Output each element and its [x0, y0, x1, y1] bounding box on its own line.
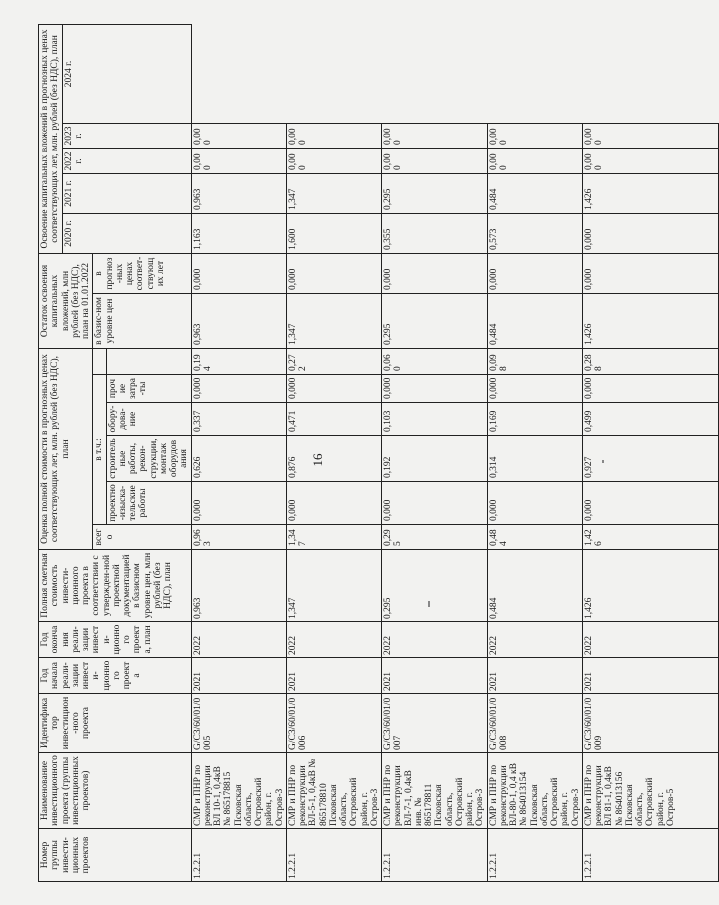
cell-2022: 0,484 — [487, 173, 582, 213]
cell-start: 2021 — [487, 658, 582, 694]
header-id: Идентификатор инвестицион-ного проекта — [39, 694, 192, 753]
cell-name: СМР и ПНР по реконструкции ВЛ-80-1, 0,4 кВ № 864013154 Псковская область, Островский район, г. Остров-3 — [487, 753, 582, 829]
cell-2022: 1,347 — [286, 173, 381, 213]
cell-pir: 0,000 — [382, 482, 488, 525]
cell-end: 2022 — [487, 622, 582, 658]
cell-2020: 0,000 — [487, 253, 582, 293]
cell-rem-base: 0,098 — [487, 349, 582, 375]
header-total: всего — [93, 525, 191, 550]
cell-rem-forecast: 1,426 — [582, 294, 718, 349]
cell-full-cost: 0,295 — [382, 550, 488, 622]
cell-rem-forecast: 0,963 — [191, 294, 286, 349]
rotated-table-wrapper — [38, 24, 676, 882]
cell-num: 1.2.2.1 — [286, 829, 381, 882]
cell-full-cost: 1,347 — [286, 550, 381, 622]
cell-start: 2021 — [382, 658, 488, 694]
header-remaining: Остаток освоения капитальных вложений, млн рублей (без НДС), план на 01.01.2022 — [39, 253, 93, 348]
cell-2022: 0,295 — [382, 173, 488, 213]
cell-total: 1,347 — [286, 525, 381, 550]
cell-full-cost: 1,426 — [582, 550, 718, 622]
page-number: 16 — [310, 453, 325, 467]
cell-equip: 0,337 — [191, 403, 286, 436]
cell-end: 2022 — [286, 622, 381, 658]
cell-pir: 0,000 — [286, 482, 381, 525]
cell-rem-base: 0,060 — [382, 349, 488, 375]
header-other: прочие затра-ты — [106, 375, 191, 403]
header-forecast: Оценка полной стоимости в прогнозных ценах соответствующих лет, млн. рублей (без НДС), план — [39, 349, 93, 550]
cell-rem-base: 0,194 — [191, 349, 286, 375]
header-year-2023: 2023 г. — [62, 123, 191, 148]
cell-num: 1.2.2.1 — [487, 829, 582, 882]
cell-other: 0,000 — [487, 375, 582, 403]
header-name: Наименование инвестиционного проекта (группы инвестиционных проектов) — [39, 753, 192, 829]
cell-pir: 0,000 — [582, 482, 718, 525]
header-remaining-blank — [93, 349, 106, 375]
cell-smr: 0,927 — [582, 436, 718, 482]
cell-equip: 0,499 — [582, 403, 718, 436]
cell-2021: 0,000 — [582, 213, 718, 253]
cell-start: 2021 — [191, 658, 286, 694]
cell-smr: 0,876 — [286, 436, 381, 482]
table-row — [191, 25, 286, 882]
scan-mark — [602, 460, 604, 463]
header-remaining-forecast: в прогноз-ных ценах соответ-ствующих лет — [93, 253, 191, 293]
cell-equip: 0,103 — [382, 403, 488, 436]
cell-total: 0,484 — [487, 525, 582, 550]
cell-2023: 0,000 — [286, 148, 381, 173]
cell-id: G/C3/60/01/0007 — [382, 694, 488, 753]
header-year-2022: 2022 г. — [62, 148, 191, 173]
cell-2022: 0,963 — [191, 173, 286, 213]
header-end-year: Год окончания реали-зации инвести-ционного проекта, план — [39, 622, 192, 658]
header-equipment: обору-дова-ние — [106, 403, 191, 436]
cell-2023: 0,000 — [582, 148, 718, 173]
cell-total: 1,426 — [582, 525, 718, 550]
cell-pir: 0,000 — [191, 482, 286, 525]
cell-name: СМР и ПНР по реконструкции ВЛ 10-1, 0,4кВ № 865178815 Псковская область, Островский район, г. Остров-3 — [191, 753, 286, 829]
investment-projects-table — [38, 24, 719, 882]
cell-smr: 0,626 — [191, 436, 286, 482]
cell-2024: 0,000 — [382, 123, 488, 148]
header-year-2024: 2024 г. — [62, 25, 191, 124]
cell-total: 0,295 — [382, 525, 488, 550]
cell-other: 0,000 — [382, 375, 488, 403]
cell-num: 1.2.2.1 — [191, 829, 286, 882]
cell-2024: 0,000 — [191, 123, 286, 148]
table-header — [39, 25, 192, 882]
cell-rem-forecast: 0,484 — [487, 294, 582, 349]
cell-pir: 0,000 — [487, 482, 582, 525]
cell-other: 0,000 — [286, 375, 381, 403]
header-including: в т.ч.: — [93, 375, 106, 525]
cell-id: G/C3/60/01/0005 — [191, 694, 286, 753]
scan-mark — [428, 601, 430, 607]
cell-2020: 0,000 — [582, 253, 718, 293]
cell-rem-forecast: 1,347 — [286, 294, 381, 349]
table-body — [191, 25, 718, 882]
cell-smr: 0,192 — [382, 436, 488, 482]
header-num: Номер группы инвести-ционных проектов — [39, 829, 192, 882]
cell-2020: 0,000 — [382, 253, 488, 293]
cell-name: СМР и ПНР по реконструкции ВЛ 81-1, 0,4кВ № 864013156 Псковская область, Островский район, г. Остров-5 — [582, 753, 718, 829]
cell-full-cost: 0,484 — [487, 550, 582, 622]
header-full-cost: Полная сметная стоимость инвести-ционного проекта в соответствии с утвержден-ной проектной документацией в базисном уровне цен, млн рублей (без НДС), план — [39, 550, 192, 622]
cell-id: G/C3/60/01/0006 — [286, 694, 381, 753]
cell-total: 0,963 — [191, 525, 286, 550]
cell-name: СМР и ПНР по реконструкции ВЛ-5-1, 0,4кВ № 865178810 Псковская область, Островский район, г. Остров-3 — [286, 753, 381, 829]
cell-start: 2021 — [582, 658, 718, 694]
cell-2023: 0,000 — [487, 148, 582, 173]
cell-2024: 0,000 — [582, 123, 718, 148]
cell-end: 2022 — [191, 622, 286, 658]
header-remaining-base: в базис-ном уровне цен — [93, 294, 191, 349]
header-pir: проектно-изыска-тельские работы — [106, 482, 191, 525]
header-start-year: Год начала реали-зации инвести-ционного проекта — [39, 658, 192, 694]
cell-2020: 0,000 — [286, 253, 381, 293]
cell-2021: 0,355 — [382, 213, 488, 253]
cell-rem-forecast: 0,295 — [382, 294, 488, 349]
cell-num: 1.2.2.1 — [382, 829, 488, 882]
header-smr: строительные работы, рекон-струкции, монтаж оборудования — [106, 436, 191, 482]
cell-2023: 0,000 — [191, 148, 286, 173]
table-row — [286, 25, 381, 882]
header-year-2020: 2020 г. — [62, 213, 191, 253]
header-year-2021: 2021 г. — [62, 173, 191, 213]
cell-2024: 0,000 — [286, 123, 381, 148]
cell-equip: 0,471 — [286, 403, 381, 436]
cell-2021: 1,163 — [191, 213, 286, 253]
cell-id: G/C3/60/01/0008 — [487, 694, 582, 753]
cell-name: СМР и ПНР по реконструкции ВЛ-7-1, 0,4кВ инв. № 865178811 Псковская область, Островский район, г. Остров-3 — [382, 753, 488, 829]
cell-end: 2022 — [382, 622, 488, 658]
cell-start: 2021 — [286, 658, 381, 694]
cell-id: G/C3/60/01/0009 — [582, 694, 718, 753]
cell-rem-base: 0,272 — [286, 349, 381, 375]
cell-2021: 0,573 — [487, 213, 582, 253]
cell-2024: 0,000 — [487, 123, 582, 148]
cell-other: 0,000 — [582, 375, 718, 403]
cell-2021: 1,600 — [286, 213, 381, 253]
table-row — [487, 25, 582, 882]
cell-2022: 1,426 — [582, 173, 718, 213]
cell-rem-base: 0,288 — [582, 349, 718, 375]
table-row — [382, 25, 488, 882]
cell-2023: 0,000 — [382, 148, 488, 173]
table-row — [582, 25, 718, 882]
cell-num: 1.2.2.1 — [582, 829, 718, 882]
cell-other: 0,000 — [191, 375, 286, 403]
cell-full-cost: 0,963 — [191, 550, 286, 622]
cell-2020: 0,000 — [191, 253, 286, 293]
header-development: Освоение капитальных вложений в прогнозных ценах соответствующих лет, млн. рублей (без НДС), план — [39, 25, 63, 254]
cell-equip: 0,169 — [487, 403, 582, 436]
cell-smr: 0,314 — [487, 436, 582, 482]
cell-end: 2022 — [582, 622, 718, 658]
